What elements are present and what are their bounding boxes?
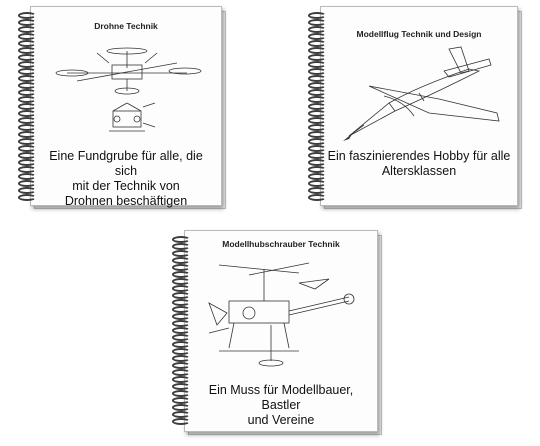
drone-diagram xyxy=(37,33,217,143)
spiral-ring xyxy=(172,383,190,390)
spiral-ring xyxy=(172,271,190,278)
spiral-ring xyxy=(18,96,36,103)
spiral-ring xyxy=(308,180,326,187)
spiral-ring xyxy=(18,89,36,96)
spiral-ring xyxy=(18,194,36,201)
helicopter-diagram xyxy=(189,253,371,373)
spiral-ring xyxy=(18,47,36,54)
book-drohne-technik xyxy=(28,6,228,212)
spiral-ring xyxy=(308,152,326,159)
spiral-ring xyxy=(172,320,190,327)
spiral-ring xyxy=(308,89,326,96)
spiral-binding xyxy=(172,236,192,430)
spiral-ring xyxy=(18,75,36,82)
spiral-ring xyxy=(308,117,326,124)
spiral-ring xyxy=(308,61,326,68)
book-modellhubschrauber-technik xyxy=(182,230,386,438)
spiral-binding xyxy=(18,12,38,204)
spiral-ring xyxy=(172,313,190,320)
spiral-ring xyxy=(18,68,36,75)
spiral-ring xyxy=(18,187,36,194)
book-caption xyxy=(191,383,371,428)
spiral-ring xyxy=(172,362,190,369)
book-title: Modellhubschrauber Technik xyxy=(222,239,340,249)
spiral-ring xyxy=(308,40,326,47)
caption-line-2: Altersklassen xyxy=(381,164,457,178)
spiral-ring xyxy=(172,292,190,299)
spiral-ring xyxy=(18,19,36,26)
book-modellflug-technik xyxy=(318,6,526,212)
spiral-ring xyxy=(18,173,36,180)
spiral-ring xyxy=(18,166,36,173)
spiral-ring xyxy=(172,327,190,334)
cover-page xyxy=(30,6,222,206)
glider-diagram xyxy=(329,41,509,141)
spiral-ring xyxy=(18,82,36,89)
caption-line-2: und Vereine xyxy=(247,413,315,427)
spiral-ring xyxy=(172,250,190,257)
book-title: Modellflug Technik und Design xyxy=(356,29,482,39)
caption-line-1: Ein faszinierendes Hobby für alle xyxy=(327,149,511,163)
caption-line-3: Drohnen beschäftigen xyxy=(64,194,188,208)
spiral-ring xyxy=(308,124,326,131)
spiral-ring xyxy=(308,47,326,54)
book-title: Drohne Technik xyxy=(94,21,158,31)
spiral-ring xyxy=(18,54,36,61)
spiral-ring xyxy=(172,243,190,250)
book-caption xyxy=(327,149,511,179)
spiral-ring xyxy=(18,61,36,68)
spiral-ring xyxy=(18,103,36,110)
spiral-ring xyxy=(172,306,190,313)
spiral-ring xyxy=(172,257,190,264)
spiral-ring xyxy=(172,334,190,341)
spiral-ring xyxy=(172,348,190,355)
spiral-ring xyxy=(308,187,326,194)
spiral-ring xyxy=(172,355,190,362)
spiral-ring xyxy=(18,145,36,152)
spiral-ring xyxy=(308,159,326,166)
spiral-ring xyxy=(308,173,326,180)
spiral-ring xyxy=(308,75,326,82)
spiral-ring xyxy=(18,40,36,47)
spiral-ring xyxy=(308,145,326,152)
spiral-ring xyxy=(308,138,326,145)
spiral-ring xyxy=(308,54,326,61)
spiral-ring xyxy=(172,369,190,376)
caption-line-1: Eine Fundgrube für alle, die sich xyxy=(49,149,203,178)
spiral-ring xyxy=(308,12,326,19)
spiral-ring xyxy=(172,299,190,306)
cover-page xyxy=(184,230,378,432)
spiral-ring xyxy=(172,390,190,397)
spiral-ring xyxy=(18,117,36,124)
spiral-ring xyxy=(172,376,190,383)
caption-line-1: Ein Muss für Modellbauer, Bastler xyxy=(208,383,354,412)
spiral-ring xyxy=(308,68,326,75)
spiral-ring xyxy=(308,103,326,110)
spiral-ring xyxy=(308,33,326,40)
spiral-ring xyxy=(18,131,36,138)
spiral-ring xyxy=(172,341,190,348)
book-caption xyxy=(37,149,215,209)
spiral-ring xyxy=(308,19,326,26)
spiral-ring xyxy=(172,411,190,418)
cover-page xyxy=(320,6,518,206)
spiral-ring xyxy=(18,124,36,131)
spiral-ring xyxy=(308,82,326,89)
spiral-binding xyxy=(308,12,328,204)
spiral-ring xyxy=(18,180,36,187)
spiral-ring xyxy=(172,285,190,292)
spiral-ring xyxy=(172,418,190,425)
spiral-ring xyxy=(308,166,326,173)
spiral-ring xyxy=(172,404,190,411)
spiral-ring xyxy=(172,397,190,404)
spiral-ring xyxy=(308,96,326,103)
spiral-ring xyxy=(308,26,326,33)
spiral-ring xyxy=(172,278,190,285)
spiral-ring xyxy=(18,159,36,166)
spiral-ring xyxy=(172,236,190,243)
spiral-ring xyxy=(172,264,190,271)
spiral-ring xyxy=(308,110,326,117)
spiral-ring xyxy=(18,152,36,159)
spiral-ring xyxy=(18,26,36,33)
caption-line-2: mit der Technik von xyxy=(72,179,180,193)
spiral-ring xyxy=(18,110,36,117)
spiral-ring xyxy=(18,12,36,19)
spiral-ring xyxy=(18,33,36,40)
spiral-ring xyxy=(308,194,326,201)
spiral-ring xyxy=(18,138,36,145)
spiral-ring xyxy=(308,131,326,138)
